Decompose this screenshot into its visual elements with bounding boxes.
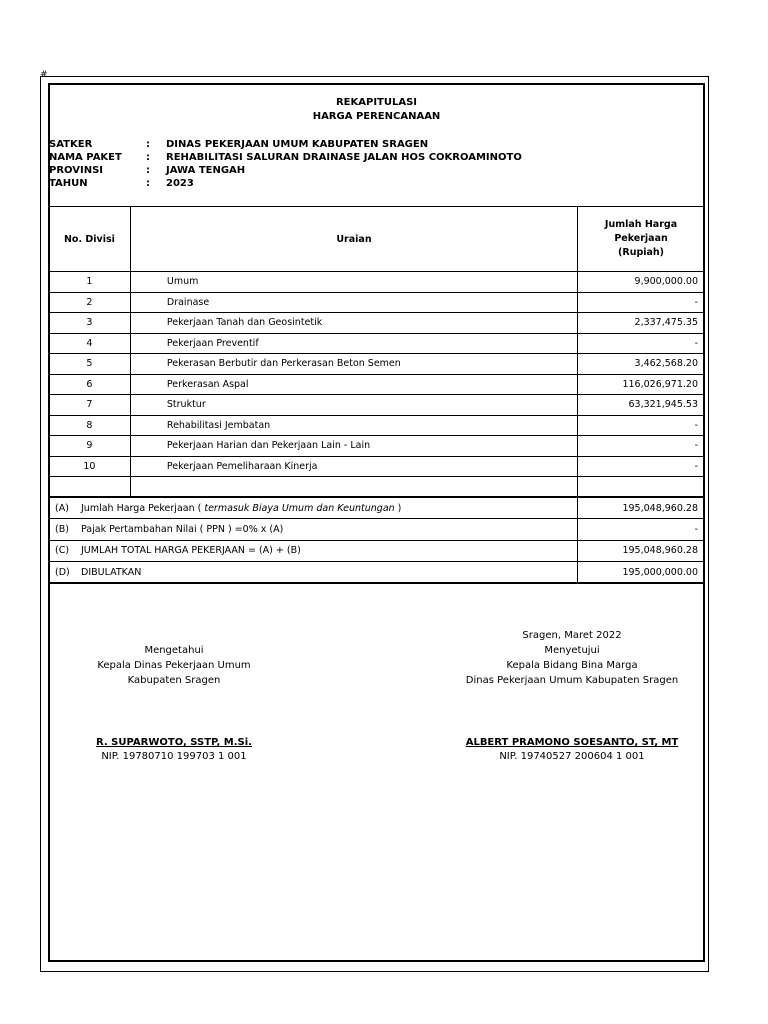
info-label-tahun: TAHUN [49, 178, 88, 189]
table-row [49, 395, 705, 416]
cell-no: 5 [49, 354, 131, 375]
sig-left-line3: Kabupaten Sragen [127, 675, 221, 686]
sig-right-line1: Menyetujui [544, 645, 600, 656]
table-row [49, 272, 705, 293]
header-jumlah-harga [578, 207, 705, 272]
table-row [49, 436, 705, 457]
table-row [49, 415, 705, 436]
summary-c-label [49, 540, 578, 562]
cell-jumlah: - [578, 292, 705, 313]
summary-a-text-post: ) [394, 502, 402, 514]
summary-d-label [49, 562, 578, 584]
cell-jumlah: - [578, 456, 705, 477]
sig-right-name: ALBERT PRAMONO SOESANTO, ST, MT [465, 737, 679, 748]
cell-no: 4 [49, 333, 131, 354]
summary-a-label [49, 497, 578, 519]
summary-a-text-italic: termasuk Biaya Umum dan Keuntungan [204, 502, 395, 514]
cell-empty [578, 477, 705, 498]
info-value-provinsi: JAWA TENGAH [166, 165, 246, 176]
header-jumlah-line2: Pekerjaan [614, 233, 668, 244]
cell-jumlah: 3,462,568.20 [578, 354, 705, 375]
cell-uraian: Drainase [130, 292, 577, 313]
document-title: REKAPITULASI [335, 97, 418, 108]
corner-mark: # [40, 70, 48, 80]
info-colon: : [146, 165, 150, 176]
cell-uraian: Pekerjaan Tanah dan Geosintetik [130, 313, 577, 334]
summary-b-label [49, 519, 578, 541]
signature-left [60, 643, 288, 688]
cell-uraian: Perkerasan Aspal [130, 374, 577, 395]
cell-jumlah: 63,321,945.53 [578, 395, 705, 416]
header-uraian: Uraian [130, 207, 577, 272]
signature-right [460, 628, 684, 688]
summary-d-text: DIBULATKAN [81, 566, 142, 578]
info-value-satker: DINAS PEKERJAAN UMUM KABUPATEN SRAGEN [166, 139, 429, 150]
cell-no: 1 [49, 272, 131, 293]
summary-row-b [49, 519, 705, 541]
cell-uraian: Umum [130, 272, 577, 293]
sig-left-line1: Mengetahui [144, 645, 204, 656]
info-value-nama-paket: REHABILITASI SALURAN DRAINASE JALAN HOS COKROAMINOTO [166, 152, 522, 163]
table-row [49, 313, 705, 334]
cell-no: 10 [49, 456, 131, 477]
cell-uraian: Pekerjaan Preventif [130, 333, 577, 354]
cell-empty [130, 477, 577, 498]
info-label-satker: SATKER [49, 139, 93, 150]
sig-right-line2: Kepala Bidang Bina Marga [506, 660, 638, 671]
summary-b-value: - [578, 519, 705, 541]
sig-left-name: R. SUPARWOTO, SSTP, M.Si. [96, 737, 252, 748]
table-row [49, 333, 705, 354]
summary-row-d [49, 562, 705, 584]
header-jumlah-line3: (Rupiah) [618, 247, 665, 258]
cell-uraian: Rehabilitasi Jembatan [130, 415, 577, 436]
summary-row-c [49, 540, 705, 562]
table-row [49, 456, 705, 477]
recap-table [48, 206, 705, 584]
summary-c-value: 195,048,960.28 [578, 540, 705, 562]
info-colon: : [146, 152, 150, 163]
cell-no: 7 [49, 395, 131, 416]
cell-jumlah: 116,026,971.20 [578, 374, 705, 395]
info-label-provinsi: PROVINSI [49, 165, 104, 176]
cell-jumlah: 2,337,475.35 [578, 313, 705, 334]
cell-uraian: Struktur [130, 395, 577, 416]
table-row-empty [49, 477, 705, 498]
cell-uraian: Pekerasan Berbutir dan Perkerasan Beton Semen [130, 354, 577, 375]
cell-no: 8 [49, 415, 131, 436]
cell-empty [49, 477, 131, 498]
cell-uraian: Pekerjaan Harian dan Pekerjaan Lain - Lain [130, 436, 577, 457]
table-row [49, 374, 705, 395]
cell-no: 2 [49, 292, 131, 313]
summary-d-value: 195,000,000.00 [578, 562, 705, 584]
info-value-tahun: 2023 [166, 178, 194, 189]
cell-jumlah: 9,900,000.00 [578, 272, 705, 293]
cell-jumlah: - [578, 415, 705, 436]
summary-a-value: 195,048,960.28 [578, 497, 705, 519]
sig-left-line2: Kepala Dinas Pekerjaan Umum [97, 660, 251, 671]
info-colon: : [146, 139, 150, 150]
cell-uraian: Pekerjaan Pemeliharaan Kinerja [130, 456, 577, 477]
cell-jumlah: - [578, 436, 705, 457]
summary-b-text: Pajak Pertambahan Nilai ( PPN ) =0% x (A) [81, 523, 284, 535]
header-no-divisi: No. Divisi [49, 207, 131, 272]
table-header-row [49, 207, 705, 272]
summary-a-text-pre: Jumlah Harga Pekerjaan ( [81, 502, 205, 514]
cell-jumlah: - [578, 333, 705, 354]
cell-no: 9 [49, 436, 131, 457]
document-subtitle: HARGA PERENCANAAN [312, 111, 441, 122]
summary-d-code: (D) [55, 566, 70, 578]
summary-row-a [49, 497, 705, 519]
cell-no: 6 [49, 374, 131, 395]
summary-b-code: (B) [55, 523, 69, 535]
summary-c-text: JUMLAH TOTAL HARGA PEKERJAAN = (A) + (B) [81, 545, 301, 557]
sig-right-place-date: Sragen, Maret 2022 [522, 630, 622, 641]
header-jumlah-line1: Jumlah Harga [604, 219, 678, 230]
summary-a-code: (A) [55, 502, 69, 514]
sig-right-line3: Dinas Pekerjaan Umum Kabupaten Sragen [465, 675, 679, 686]
cell-no: 3 [49, 313, 131, 334]
info-colon: : [146, 178, 150, 189]
table-row [49, 354, 705, 375]
summary-c-code: (C) [55, 545, 70, 557]
sig-left-nip: NIP. 19780710 199703 1 001 [101, 751, 247, 762]
table-row [49, 292, 705, 313]
info-label-nama-paket: NAMA PAKET [49, 152, 122, 163]
sig-right-nip: NIP. 19740527 200604 1 001 [499, 751, 645, 762]
